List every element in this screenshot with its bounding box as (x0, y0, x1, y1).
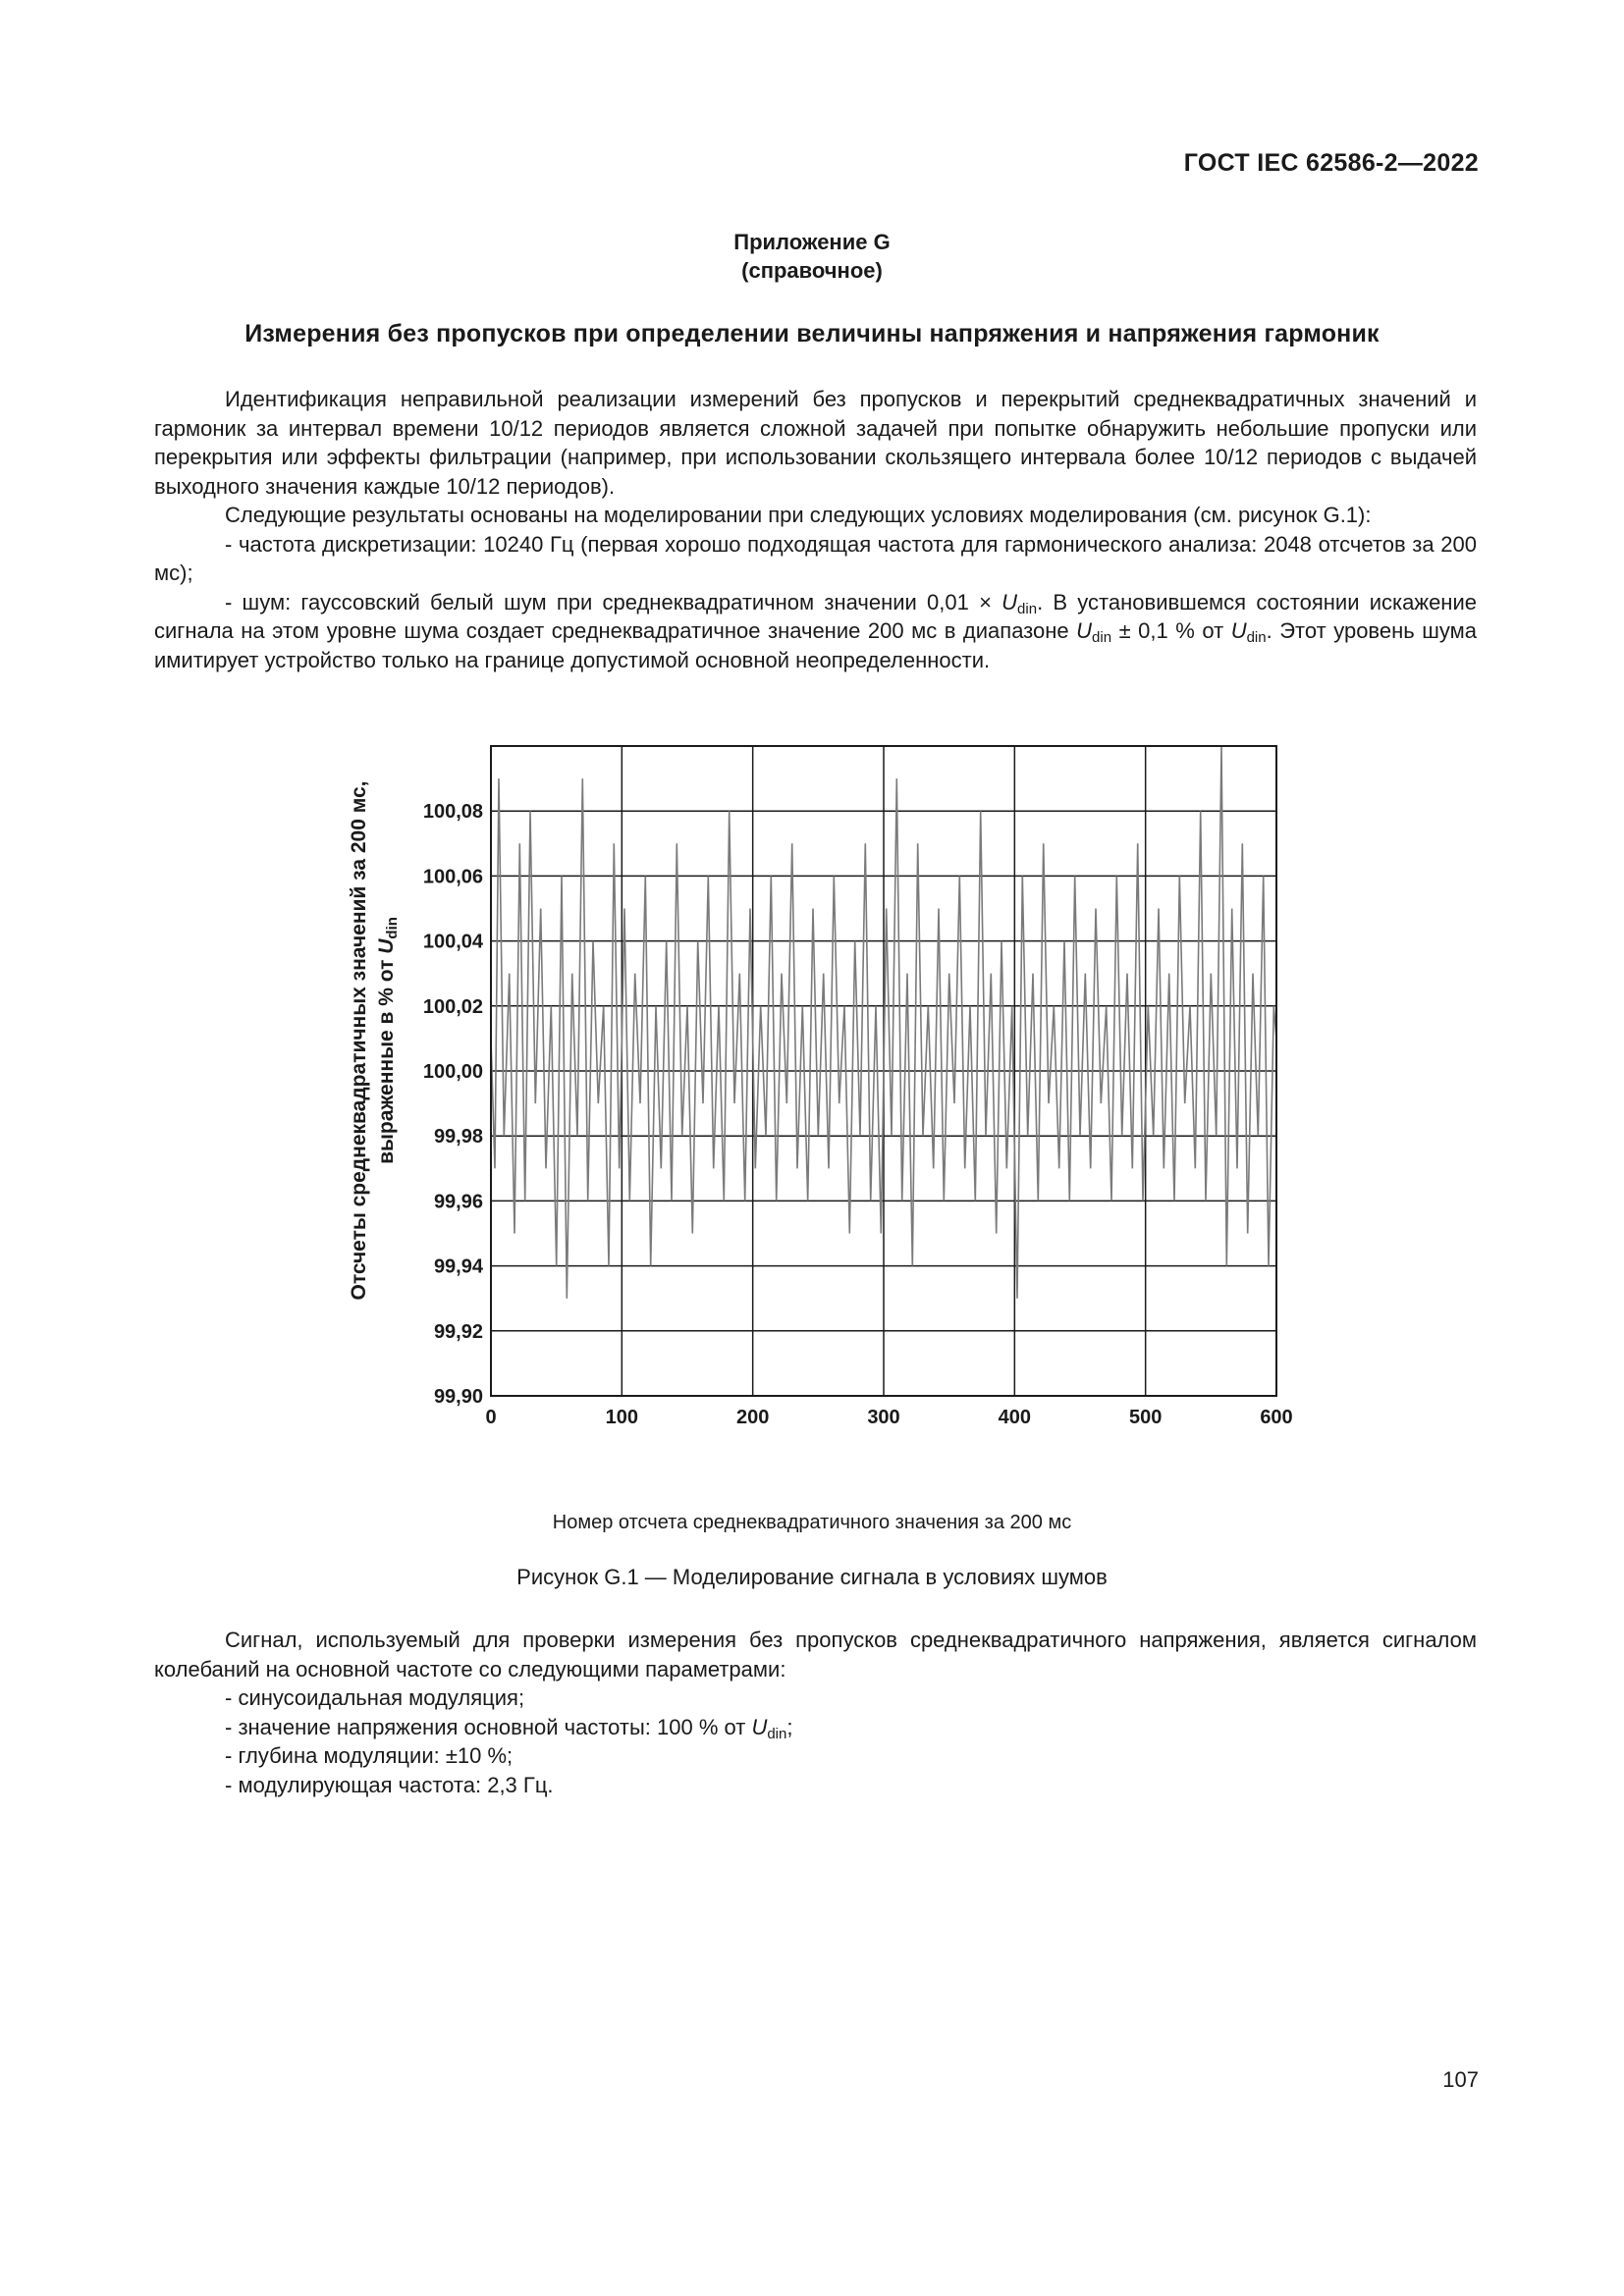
y-tick-label: 100,06 (422, 866, 483, 888)
intro-condition-sampling: - частота дискретизации: 10240 Гц (первая хорошо подходящая частота для гармонического анализа: 2048 отсчетов за 200 мс); (154, 531, 1477, 585)
page-number: 107 (1442, 2067, 1479, 2092)
y-tick-label: 99,98 (433, 1126, 483, 1148)
u-symbol: U (1001, 589, 1018, 614)
annex-title: Приложение G (733, 230, 891, 254)
u-subscript: din (1017, 600, 1038, 617)
y-tick-label: 100,00 (422, 1061, 483, 1083)
signal-param-modulation: - синусоидальная модуляция; (225, 1685, 525, 1710)
x-tick-label: 0 (485, 1407, 497, 1428)
y-axis-label-line-1: Отсчеты среднеквадратичных значений за 200 мс, (348, 780, 370, 1301)
rms-noise-chart (0, 726, 1624, 1492)
y-axis-label-line-2 (373, 766, 401, 1315)
x-axis-label: Номер отсчета среднеквадратичного значения за 200 мс (552, 1512, 1072, 1533)
u-subscript: din (1246, 629, 1267, 646)
intro-condition-noise (154, 588, 1477, 675)
noise-text-a: - шум: гауссовский белый шум при среднеквадратичном значении 0,01 × (225, 589, 1002, 614)
u-symbol: U (1076, 618, 1093, 643)
y-axis-label-text: выраженные в % от (375, 953, 398, 1164)
y-tick-label: 100,08 (422, 801, 483, 824)
y-tick-label: 99,96 (433, 1191, 483, 1213)
document-standard-code: ГОСТ IEC 62586-2—2022 (1183, 149, 1479, 177)
x-tick-label: 300 (867, 1407, 900, 1428)
figure-caption: Рисунок G.1 — Моделирование сигнала в условиях шумов (516, 1565, 1108, 1589)
signal-text (154, 1626, 1477, 1799)
u-subscript: din (1092, 629, 1112, 646)
y-tick-label: 99,90 (433, 1386, 483, 1408)
chart-y-ticks (423, 801, 484, 1408)
u-symbol: U (751, 1714, 768, 1739)
x-tick-label: 200 (735, 1407, 770, 1428)
x-tick-label: 400 (998, 1407, 1032, 1428)
x-tick-label: 100 (605, 1407, 639, 1428)
u-symbol: U (1230, 618, 1247, 643)
intro-paragraph-2: Следующие результаты основаны на моделировании при следующих условиях моделирования (см. рисунок G.1): (225, 503, 1372, 527)
x-tick-label: 600 (1260, 1407, 1293, 1428)
y-axis-label (346, 766, 401, 1315)
noise-text-c: ± 0,1 % от (1111, 618, 1231, 643)
y-axis-label-sub: din (384, 917, 401, 939)
chart-x-ticks (485, 1407, 1292, 1428)
y-axis-label-u: U (375, 938, 398, 954)
intro-paragraph-1: Идентификация неправильной реализации измерений без пропусков и перекрытий среднеквадратичных значений и гармоник за интервал времени 10/12 периодов является сложной задачей при попытке обнаружить небольшие пропуски или перекрытия или эффекты фильтрации (например, при использовании скользящего интервала более 10/12 периодов с выдачей выходного значения каждые 10/12 периодов). (154, 387, 1477, 499)
y-tick-label: 99,94 (433, 1255, 483, 1278)
signal-paragraph: Сигнал, используемый для проверки измерения без пропусков среднеквадратичного напряжения, является сигналом колебаний на основной частоте со следующими параметрами: (154, 1628, 1477, 1682)
y-tick-label: 99,92 (433, 1320, 483, 1343)
u-subscript: din (767, 1725, 787, 1742)
intro-text (154, 385, 1477, 674)
signal-param-voltage (154, 1713, 1477, 1742)
noise-text-d: . Этот уровень шума имитирует устройство только на границе допустимой основной неопределенности. (154, 618, 1477, 672)
annex-status: (справочное) (741, 258, 883, 283)
voltage-text-end: ; (786, 1714, 793, 1739)
x-tick-label: 500 (1128, 1407, 1163, 1428)
noise-text-b: . В установившемся состоянии искажение сигнала на этом уровне шума создает среднеквадратичное значение 200 мс в диапазоне (154, 589, 1477, 643)
signal-param-frequency: - модулирующая частота: 2,3 Гц. (225, 1772, 554, 1797)
section-title: Измерения без пропусков при определении величины напряжения и напряжения гармоник (244, 320, 1380, 347)
y-tick-label: 100,04 (422, 931, 483, 953)
signal-param-depth: - глубина модуляции: ±10 %; (225, 1743, 514, 1768)
voltage-text: - значение напряжения основной частоты: 100 % от (225, 1714, 752, 1739)
y-tick-label: 100,02 (422, 995, 483, 1018)
